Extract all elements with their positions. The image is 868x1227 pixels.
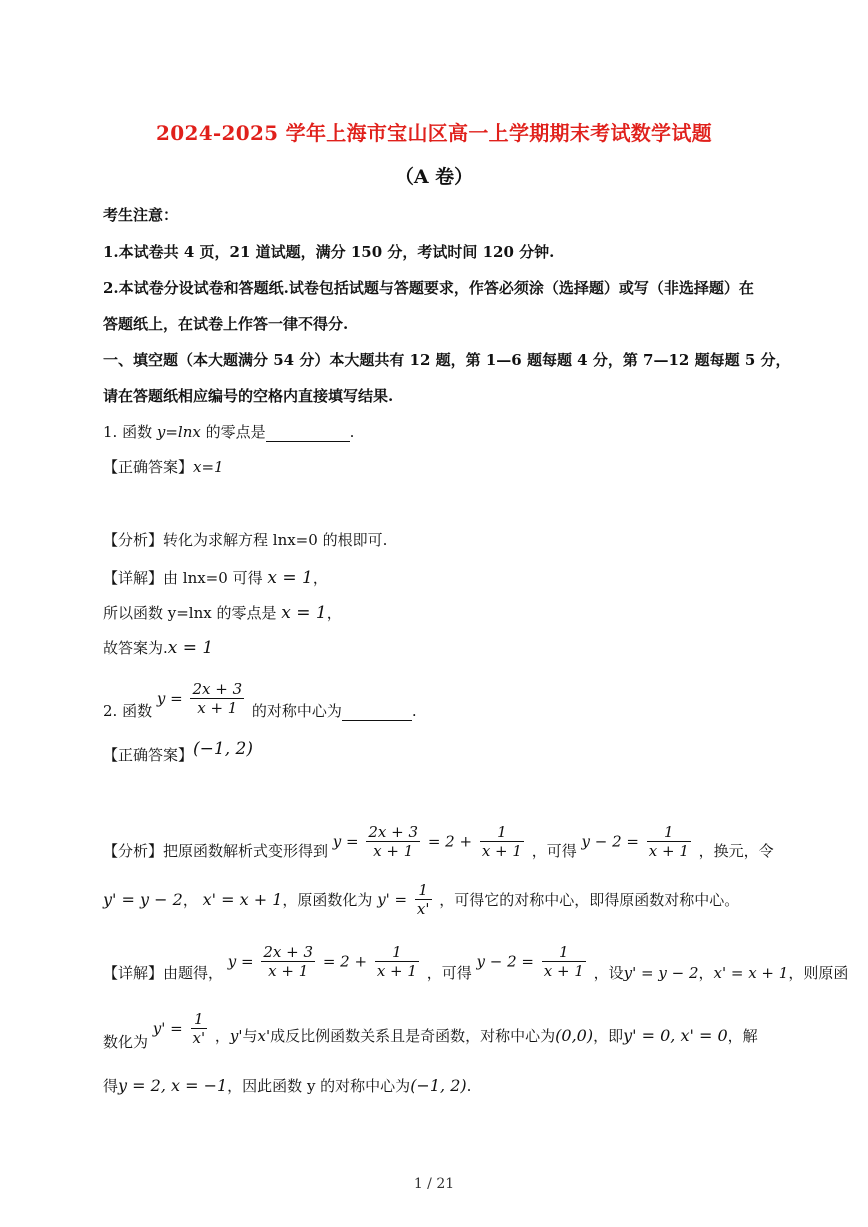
- fraction-numerator: 1: [497, 823, 507, 841]
- section-heading-a: 一、填空题（本大题满分 54 分）本大题共有 12 题，第 1—6 题每题 4 分，第 7—12 题每题 5 分，: [103, 351, 791, 369]
- q2-analysis-text: ，原函数化为: [282, 891, 373, 909]
- fraction-numerator: 2x + 3: [192, 680, 243, 698]
- origin-point: (0,0): [555, 1026, 594, 1045]
- fraction-denominator: x + 1: [366, 841, 420, 860]
- fraction-numerator: 1: [194, 1010, 204, 1028]
- q2-detail-text: ，设: [593, 964, 624, 982]
- q2-detail-text: 成反比例函数关系且是奇函数，对称中心为: [270, 1027, 556, 1045]
- q2-detail-text: 数化为: [103, 1033, 149, 1051]
- fraction-denominator: x': [192, 1029, 206, 1047]
- fraction-denominator: x + 1: [543, 962, 584, 980]
- q2-analysis-text: ，可得它的对称中心，即得原函数对称中心。: [439, 891, 740, 909]
- q2-stem-end: .: [411, 702, 417, 720]
- section-heading-b: 请在答题纸相应编号的空格内直接填写结果.: [103, 387, 394, 405]
- q1-detail-prefix: 【详解】由 lnx=0 可得: [103, 569, 268, 587]
- q2-analysis-prefix: 【分析】把原函数解析式变形得到: [103, 842, 329, 860]
- equation-lhs: y' =: [152, 1019, 183, 1038]
- equation-lhs: y − 2 =: [476, 952, 534, 971]
- q1-stem: [103, 421, 354, 442]
- fraction-denominator: x + 1: [648, 842, 689, 860]
- notice-item-2b: 答题纸上，在试卷上作答一律不得分.: [103, 315, 349, 333]
- q2-detail-line-2: [103, 1005, 758, 1052]
- fraction: [415, 881, 432, 918]
- q1-detail-equation: x = 1: [267, 568, 313, 588]
- q2-detail-prefix: 【详解】由题得，: [103, 964, 224, 982]
- q2-detail-text: ，即: [593, 1027, 624, 1045]
- fraction-numerator: 1: [418, 881, 428, 899]
- fraction-denominator: x + 1: [261, 961, 315, 980]
- q1-answer-value: x=1: [193, 458, 224, 476]
- q1-stem-suffix: 的零点是: [200, 423, 266, 441]
- document-title: 2024-2025 学年上海市宝山区高一上学期期末考试数学试题: [156, 121, 712, 145]
- answer-label: 【正确答案】: [103, 458, 194, 476]
- q2-analysis-text: ，换元，令: [698, 842, 774, 860]
- equation-lhs: y − 2 =: [581, 832, 639, 851]
- fraction: [261, 943, 315, 980]
- q1-line2-end: ，: [326, 604, 342, 622]
- fraction: [480, 823, 524, 860]
- q2-analysis-line-1: [103, 822, 774, 861]
- notice-item-1: 1.本试卷共 4 页，21 道试题，满分 150 分，考试时间 120 分钟.: [103, 243, 555, 261]
- fraction: [191, 1010, 208, 1047]
- equation-lhs: y =: [227, 952, 254, 971]
- fraction-denominator: x': [416, 900, 430, 918]
- document-subtitle: （A 卷）: [394, 166, 474, 188]
- fraction-denominator: x + 1: [190, 698, 244, 717]
- answer-blank: [342, 702, 412, 721]
- q2-detail-text: ，可得: [426, 964, 472, 982]
- q2-stem-prefix: 2. 函数: [103, 702, 153, 720]
- q1-line3-prefix: 故答案为.: [103, 639, 168, 657]
- equation-lhs: y =: [332, 832, 359, 851]
- notice-item-2a: 2.本试卷分设试卷和答题纸.试卷包括试题与答题要求，作答必须涂（选择题）或写（非选择题）在: [103, 279, 754, 297]
- q2-analysis-text: ，可得: [531, 842, 577, 860]
- q1-answer: [103, 456, 224, 477]
- q1-stem-prefix: 1. 函数: [103, 423, 157, 441]
- variable-yp: y': [229, 1027, 243, 1045]
- page-number: 1 / 21: [413, 1176, 455, 1192]
- solution-equation: y = 2, x = −1: [118, 1076, 228, 1095]
- fraction-numerator: 1: [559, 943, 569, 961]
- q1-detail-line-1: [103, 567, 328, 588]
- q2-detail-text: 得: [103, 1077, 119, 1095]
- q1-analysis: 【分析】转化为求解方程 lnx=0 的根即可.: [103, 531, 388, 549]
- variable-xp: x': [257, 1027, 271, 1045]
- fraction: [542, 943, 586, 980]
- substitution-y: y' = y − 2: [103, 890, 183, 909]
- fraction: [375, 943, 419, 980]
- notice-heading: 考生注意：: [103, 206, 179, 224]
- q2-analysis-line-2: [103, 881, 739, 918]
- q2-stem: [103, 676, 417, 721]
- separator: ，: [698, 964, 714, 982]
- q1-line3-equation: x = 1: [167, 638, 214, 658]
- fraction-numerator: 1: [392, 943, 402, 961]
- q1-detail-line-3: [103, 637, 213, 658]
- q2-detail-line-1: [103, 940, 848, 983]
- fraction-numerator: 2x + 3: [263, 943, 314, 961]
- q2-stem-suffix: 的对称中心为: [251, 702, 342, 720]
- fraction-numerator: 2x + 3: [368, 823, 419, 841]
- q2-detail-line-3: [103, 1075, 471, 1096]
- q1-line2-prefix: 所以函数 y=lnx 的零点是: [103, 604, 282, 622]
- q1-line2-equation: x = 1: [281, 603, 327, 623]
- separator: ，: [214, 1027, 230, 1045]
- q1-detail-line-2: [103, 602, 342, 623]
- fraction-denominator: x + 1: [481, 842, 522, 860]
- q2-y-equals: y =: [156, 689, 183, 708]
- substitution-y: y' = y − 2: [623, 964, 699, 982]
- q2-detail-text: ，因此函数 y 的对称中心为: [227, 1077, 411, 1095]
- equation-two-plus: = 2 +: [322, 952, 368, 971]
- fraction-denominator: x + 1: [376, 962, 417, 980]
- q2-detail-text: ，则原函: [788, 964, 849, 982]
- answer-label: 【正确答案】: [103, 746, 194, 764]
- origin-equation: y' = 0, x' = 0: [623, 1026, 728, 1045]
- q2-detail-text: ，解: [727, 1027, 758, 1045]
- q2-answer-value: (−1, 2): [193, 739, 253, 759]
- substitution-x: x' = x + 1: [713, 964, 789, 982]
- answer-blank: [266, 423, 350, 442]
- symmetry-center: (−1, 2): [410, 1076, 467, 1095]
- q2-answer: [103, 739, 253, 765]
- q2-detail-text: 与: [242, 1027, 258, 1045]
- equation-lhs: y' =: [377, 890, 408, 909]
- equation-two-plus: = 2 +: [427, 832, 473, 851]
- q1-stem-end: .: [349, 423, 355, 441]
- separator: ，: [182, 891, 198, 909]
- q2-fraction: [190, 680, 244, 717]
- substitution-x: x' = x + 1: [202, 890, 283, 909]
- q1-function: y=lnx: [156, 423, 201, 441]
- fraction-numerator: 1: [664, 823, 674, 841]
- fraction: [366, 823, 420, 860]
- fraction: [647, 823, 691, 860]
- q1-detail-end: ，: [312, 569, 328, 587]
- q2-detail-text: .: [466, 1077, 472, 1095]
